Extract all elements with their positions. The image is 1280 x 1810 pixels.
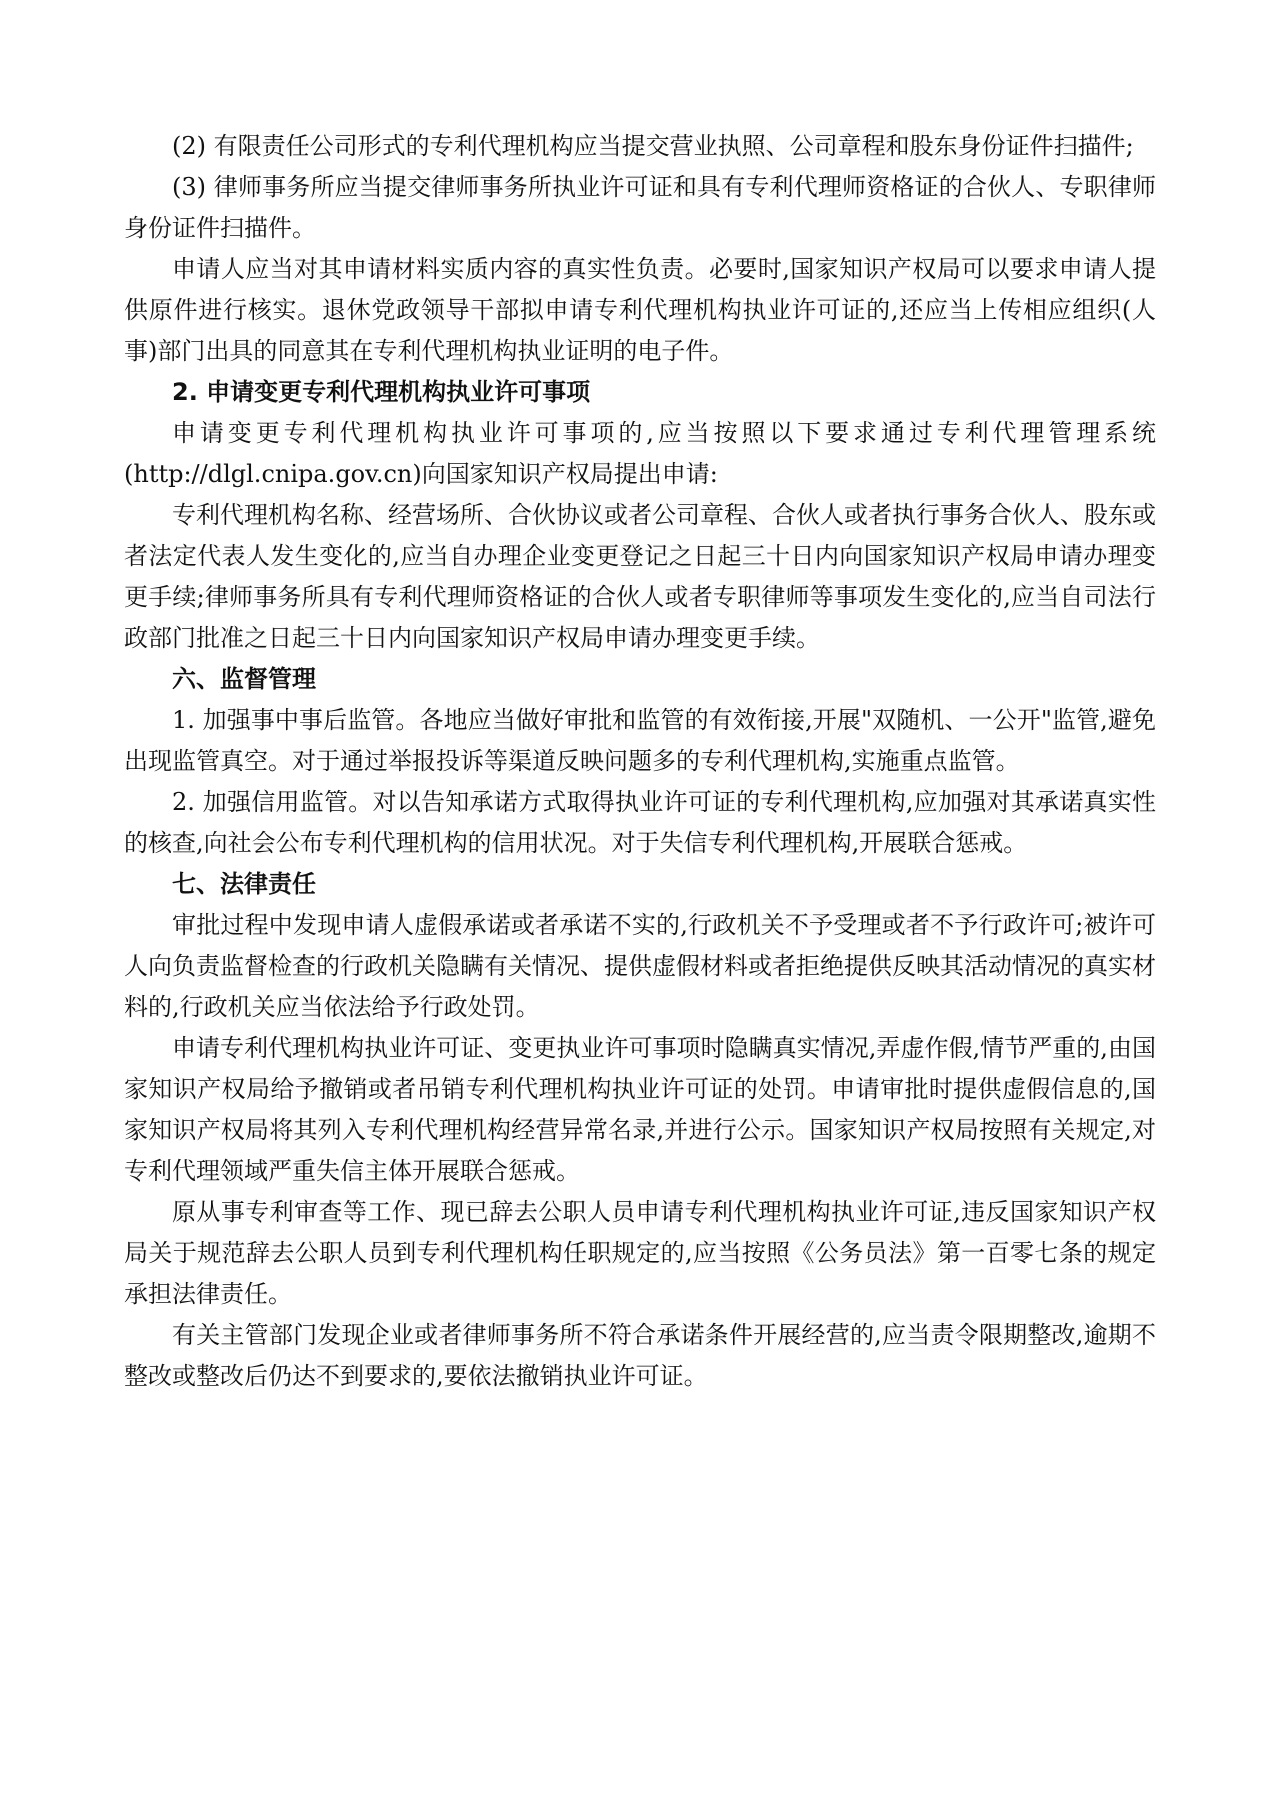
section-heading-supervision: 六、监督管理	[172, 665, 316, 693]
paragraph-liability-3: 原从事专利审查等工作、现已辞去公职人员申请专利代理机构执业许可证,违反国家知识产权局关于规范辞去公职人员到专利代理机构任职规定的,应当按照《公务员法》第一百零七条的规定承担法律责任。	[124, 1198, 1156, 1308]
paragraph-change-requirements: 申请变更专利代理机构执业许可事项的,应当按照以下要求通过专利代理管理系统(http://dlgl.cnipa.gov.cn)向国家知识产权局提出申请:	[124, 419, 1156, 488]
paragraph-supervision-1: 1. 加强事中事后监管。各地应当做好审批和监管的有效衔接,开展"双随机、一公开"监管,避免出现监管真空。对于通过举报投诉等渠道反映问题多的专利代理机构,实施重点监管。	[124, 706, 1156, 775]
subheading-change-application: 2. 申请变更专利代理机构执业许可事项	[172, 378, 591, 406]
paragraph-liability-1: 审批过程中发现申请人虚假承诺或者承诺不实的,行政机关不予受理或者不予行政许可;被许可人向负责监督检查的行政机关隐瞒有关情况、提供虚假材料或者拒绝提供反映其活动情况的真实材料的,行政机关应当依法给予行政处罚。	[124, 911, 1156, 1021]
paragraph-supervision-2: 2. 加强信用监管。对以告知承诺方式取得执业许可证的专利代理机构,应加强对其承诺真实性的核查,向社会公布专利代理机构的信用状况。对于失信专利代理机构,开展联合惩戒。	[124, 788, 1156, 857]
paragraph-item-2: (2) 有限责任公司形式的专利代理机构应当提交营业执照、公司章程和股东身份证件扫描件;	[172, 132, 1134, 160]
section-heading-legal-liability: 七、法律责任	[172, 870, 316, 898]
document-page	[124, 126, 1156, 1397]
paragraph-item-3: (3) 律师事务所应当提交律师事务所执业许可证和具有专利代理师资格证的合伙人、专职律师身份证件扫描件。	[124, 173, 1156, 242]
paragraph-liability-4: 有关主管部门发现企业或者律师事务所不符合承诺条件开展经营的,应当责令限期整改,逾期不整改或整改后仍达不到要求的,要依法撤销执业许可证。	[124, 1321, 1156, 1390]
paragraph-liability-2: 申请专利代理机构执业许可证、变更执业许可事项时隐瞒真实情况,弄虚作假,情节严重的,由国家知识产权局给予撤销或者吊销专利代理机构执业许可证的处罚。申请审批时提供虚假信息的,国家知识产权局将其列入专利代理机构经营异常名录,并进行公示。国家知识产权局按照有关规定,对专利代理领域严重失信主体开展联合惩戒。	[124, 1034, 1156, 1185]
paragraph-applicant-responsibility: 申请人应当对其申请材料实质内容的真实性负责。必要时,国家知识产权局可以要求申请人提供原件进行核实。退休党政领导干部拟申请专利代理机构执业许可证的,还应当上传相应组织(人事)部门出具的同意其在专利代理机构执业证明的电子件。	[124, 255, 1156, 365]
paragraph-change-details: 专利代理机构名称、经营场所、合伙协议或者公司章程、合伙人或者执行事务合伙人、股东或者法定代表人发生变化的,应当自办理企业变更登记之日起三十日内向国家知识产权局申请办理变更手续;律师事务所具有专利代理师资格证的合伙人或者专职律师等事项发生变化的,应当自司法行政部门批准之日起三十日内向国家知识产权局申请办理变更手续。	[124, 501, 1156, 652]
